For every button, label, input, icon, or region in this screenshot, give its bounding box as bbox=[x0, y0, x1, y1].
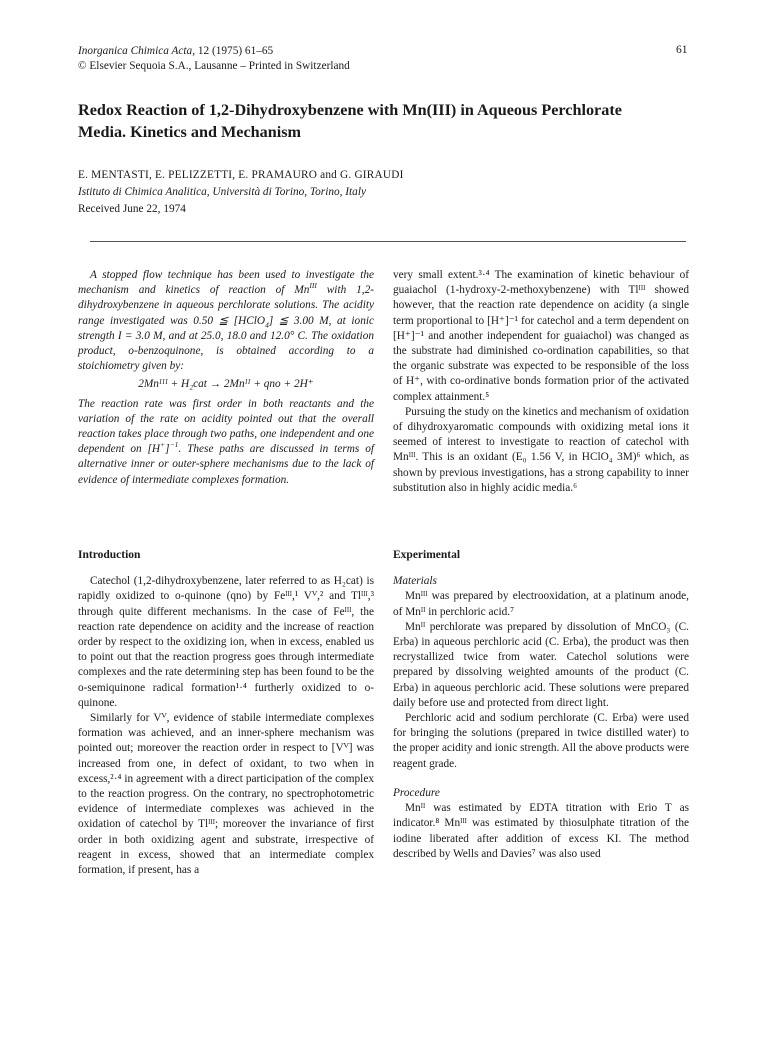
body-paragraph: Perchloric acid and sodium perchlorate (C. Erba) were used for bringing the solutions (prepared in twice distilled water) to the proper acidity and ionic strength. All the above products were reagent grade. bbox=[393, 712, 689, 770]
abstract-text: with 1,2-dihydroxybenzene in aqueous perchlorate solutions. The acidity range investigated was 0.50 ≦ [HClO bbox=[78, 284, 374, 327]
section-heading: Introduction bbox=[78, 549, 141, 561]
abstract-text: The reaction rate was first order in both reactants and the variation of the rate on acidity pointed out that the overall reaction takes place through two paths, one independent and one dependent on [H bbox=[78, 397, 374, 456]
affiliation: Istituto di Chimica Analitica, Università di Torino, Torino, Italy bbox=[78, 186, 366, 198]
abstract-text: . These paths are discussed in terms of alternative inner or outer-sphere mechanisms due to the lack of evidence of intermediate complexes formation. bbox=[78, 443, 374, 486]
article-title: Redox Reaction of 1,2-Dihydroxybenzene with Mn(III) in Aqueous Perchlorate Media. Kinetics and Mechanism bbox=[78, 101, 622, 141]
received-date: Received June 22, 1974 bbox=[78, 203, 186, 215]
publisher-line: © Elsevier Sequoia S.A., Lausanne – Printed in Switzerland bbox=[78, 60, 350, 72]
journal-ref: 12 (1975) 61–65 bbox=[195, 45, 274, 57]
body-paragraph: Mnᴵᴵᴵ was prepared by electrooxidation, at a platinum anode, of Mnᴵᴵ in perchloric acid.⁷ bbox=[393, 590, 689, 618]
body-paragraph: Mnᴵᴵ perchlorate was prepared by dissolution of MnCO₃ (C. Erba) in aqueous perchloric acid (C. Erba), the product was then recrystallized twice from water. Catechol solutions were prepared by dissolving weighted amounts of the product (C. Erba) in aqueous perchloric acid. These solutions were prepared daily before use and protected from direct light. bbox=[393, 620, 689, 709]
abstract-text: ] ≦ 3.00 M, at ionic strength I = 3.0 M, and at 25.0, 18.0 and 12.0° C. The oxidation product, o-benzoquinone, is obtained according to a stoichiometry given by: bbox=[78, 314, 374, 373]
journal-name: Inorganica Chimica Acta, bbox=[78, 45, 196, 57]
section-heading: Experimental bbox=[393, 549, 461, 562]
subsection-heading: Materials bbox=[393, 575, 437, 588]
header-divider bbox=[90, 241, 686, 242]
abstract-paragraph: A stopped flow technique has been used to investigate the mechanism and kinetics of reaction of $Mn^{III}$ with 1,2-dihydroxybenzene in aqueous perchlorate solutions. The acidity range investigated was 0.50 ≦ [HClO$_4$] ≦ 3.00 M, at ionic strength I = 3.0 M, and at 25.0, 18.0 and 12.0° C. The oxidation product, o-benzoquinone, is obtained according to a stoichiometry given by: bbox=[78, 269, 374, 373]
body-paragraph: Mnᴵᴵ was estimated by EDTA titration with Erio T as indicator.⁸ Mnᴵᴵᴵ was estimated by thiosulphate titration of the iodine liberated after addition of excess KI. The method described by Wells and Davies⁷ was also used bbox=[393, 802, 689, 860]
body-paragraph: Similarly for Vⱽ, evidence of stabile intermediate complexes formation was achieved, and an inner-sphere mechanism was pointed out; moreover the reaction order in respect to [Vⱽ] was increased from one, in defect of oxidant, to two when in excess,²·⁴ in agreement with a direct participation of the complex to the reaction progress. On the contrary, no spectrophotometric evidence of intermediate complexes was achieved in the oxidation of catechol by Tlᴵᴵᴵ; moreover the invariance of first order in both oxidizing agent and substrate, irrespective of reagent in excess, showed that an intermediate complex formation, if present, has a bbox=[78, 712, 374, 877]
subsection-heading: Procedure bbox=[393, 786, 440, 799]
right-column bbox=[393, 268, 689, 862]
journal-citation bbox=[78, 44, 350, 74]
body-paragraph: Catechol (1,2-dihydroxybenzene, later referred to as H₂cat) is rapidly oxidized to o-quinone (qno) by Feᴵᴵᴵ,¹ Vⱽ,² and Tlᴵᴵᴵ,³ through quite different mechanisms. In the case of Feᴵᴵᴵ, the reaction rate dependence on acidity and the increase of reaction order by respect to the oxidizing ion, when in excess, enabled us to point out that the reaction progress goes through intermediate complexes and the rate determining step has been found to be the o-semiquinone radical formation¹·⁴ furtherly oxidized to o-quinone. bbox=[78, 575, 374, 709]
body-paragraph: Pursuing the study on the kinetics and mechanism of oxidation of dihydroxyaromatic compounds with oxidizing metal ions it seemed of interest to investigate to reaction of catechol with Mnᴵᴵᴵ. This is an oxidant (E₀ 1.56 V, in HClO₄ 3M)⁶ which, as shown by previous investigations, has a strong capability to inner substitution also in highly acidic media.⁶ bbox=[393, 405, 689, 494]
introduction-section bbox=[78, 548, 374, 878]
abstract-paragraph: The reaction rate was first order in both reactants and the variation of the rate on acidity pointed out that the overall reaction takes place through two paths, one independent and one dependent on $[H^+]^{-1}$. These paths are discussed in terms of alternative inner or outer-sphere mechanisms due to the lack of evidence of intermediate complexes formation. bbox=[78, 397, 374, 486]
abstract-text: A stopped flow technique has been used to investigate the mechanism and kinetics of reaction of Mn bbox=[78, 269, 374, 297]
page-number: 61 bbox=[676, 44, 688, 56]
abstract bbox=[78, 268, 374, 488]
stoichiometry-equation: 2Mnᴵᴵᴵ + H₂cat → 2Mnᴵᴵ + qno + 2H⁺ bbox=[138, 378, 314, 391]
author-list: E. MENTASTI, E. PELIZZETTI, E. PRAMAURO and G. GIRAUDI bbox=[78, 169, 404, 181]
body-paragraph: very small extent.³·⁴ The examination of kinetic behaviour of guaiachol (1-hydroxy-2-methoxybenzene) with Tlᴵᴵᴵ showed however, that the reaction rate dependence on acidity (a single term proportional to [H⁺]⁻¹ for catechol and a term dependent on [H⁺]⁻¹ and another independent for guaiachol) was changed as the substrate had diminished co-ordination capabilities, so that the organic substrate was expected to be responsible of the loss of H⁺, with co-ordinative bonds formation prior of the activated complex attainment.⁵ bbox=[393, 269, 689, 403]
abstract-text: ] bbox=[165, 443, 170, 456]
